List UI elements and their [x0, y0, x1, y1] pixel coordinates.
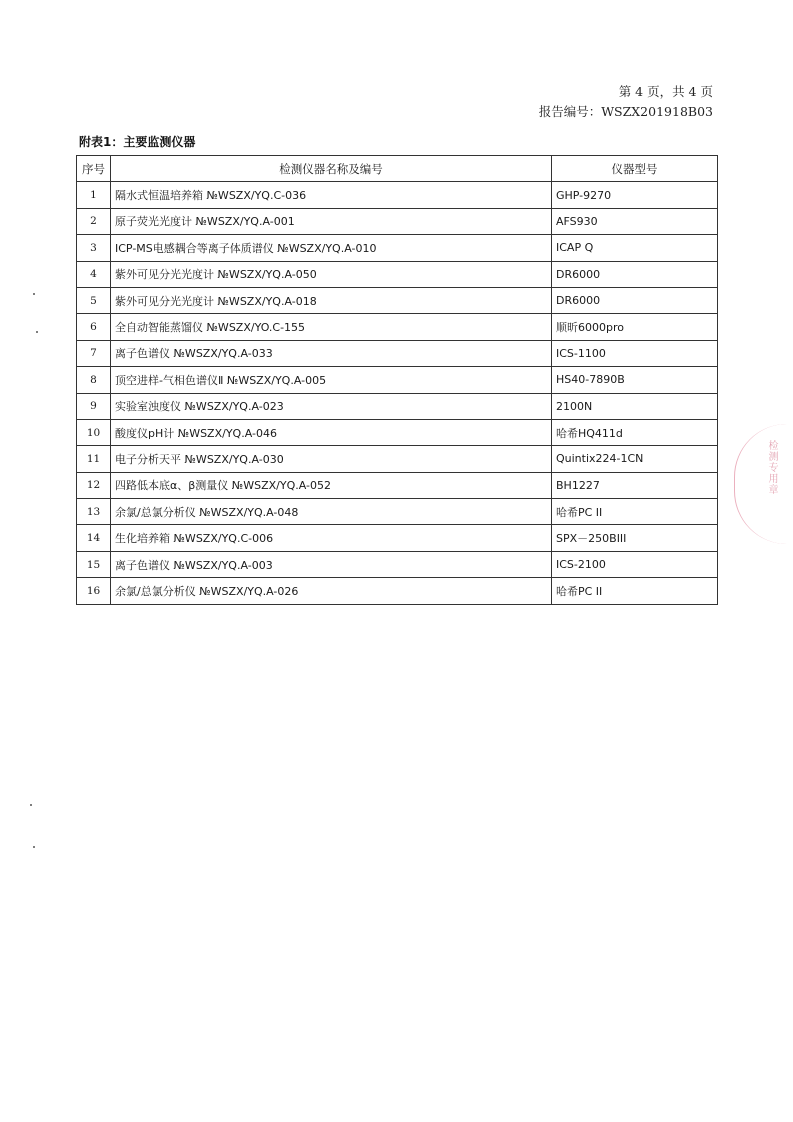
- header-instrument-name: 检测仪器名称及编号: [111, 156, 552, 182]
- cell-instrument-name: 顶空进样-气相色谱仪Ⅱ №WSZX/YQ.A-005: [111, 367, 552, 393]
- cell-instrument-name: 紫外可见分光光度计 №WSZX/YQ.A-050: [111, 261, 552, 287]
- table-body: [77, 182, 718, 604]
- cell-instrument-name: 离子色谱仪 №WSZX/YQ.A-033: [111, 340, 552, 366]
- cell-serial-no: 15: [77, 551, 111, 577]
- cell-serial-no: 1: [77, 182, 111, 208]
- cell-instrument-model: DR6000: [552, 287, 718, 313]
- scan-speck: [36, 331, 38, 333]
- scan-speck: [30, 804, 32, 806]
- cell-serial-no: 14: [77, 525, 111, 551]
- cell-instrument-model: ICS-2100: [552, 551, 718, 577]
- cell-instrument-name: 生化培养箱 №WSZX/YQ.C-006: [111, 525, 552, 551]
- cell-serial-no: 10: [77, 419, 111, 445]
- cell-instrument-name: 酸度仪pH计 №WSZX/YQ.A-046: [111, 419, 552, 445]
- table-row: [77, 235, 718, 261]
- cell-instrument-model: AFS930: [552, 208, 718, 234]
- cell-serial-no: 16: [77, 578, 111, 604]
- seal-stamp: [734, 424, 787, 544]
- cell-instrument-model: GHP-9270: [552, 182, 718, 208]
- table-row: [77, 367, 718, 393]
- table-row: [77, 287, 718, 313]
- cell-instrument-name: 隔水式恒温培养箱 №WSZX/YQ.C-036: [111, 182, 552, 208]
- cell-serial-no: 9: [77, 393, 111, 419]
- cell-instrument-model: ICAP Q: [552, 235, 718, 261]
- table-row: [77, 525, 718, 551]
- cell-serial-no: 7: [77, 340, 111, 366]
- cell-serial-no: 2: [77, 208, 111, 234]
- table-row: [77, 578, 718, 604]
- cell-instrument-model: 2100N: [552, 393, 718, 419]
- cell-instrument-name: 原子荧光光度计 №WSZX/YQ.A-001: [111, 208, 552, 234]
- table-row: [77, 261, 718, 287]
- cell-instrument-model: BH1227: [552, 472, 718, 498]
- table-header-row: [77, 156, 718, 182]
- cell-instrument-model: SPX－250BIII: [552, 525, 718, 551]
- cell-serial-no: 8: [77, 367, 111, 393]
- cell-instrument-name: 实验室浊度仪 №WSZX/YQ.A-023: [111, 393, 552, 419]
- cell-instrument-model: DR6000: [552, 261, 718, 287]
- header-instrument-model: 仪器型号: [552, 156, 718, 182]
- cell-instrument-name: 余氯/总氯分析仪 №WSZX/YQ.A-026: [111, 578, 552, 604]
- seal-stamp-text: 检测专用章: [766, 440, 777, 495]
- table-row: [77, 182, 718, 208]
- cell-serial-no: 13: [77, 499, 111, 525]
- table-row: [77, 499, 718, 525]
- table-row: [77, 446, 718, 472]
- cell-instrument-name: 全自动智能蒸馏仪 №WSZX/YO.C-155: [111, 314, 552, 340]
- cell-serial-no: 5: [77, 287, 111, 313]
- cell-instrument-name: 余氯/总氯分析仪 №WSZX/YQ.A-048: [111, 499, 552, 525]
- table-row: [77, 340, 718, 366]
- table-row: [77, 551, 718, 577]
- cell-instrument-model: 哈希HQ411d: [552, 419, 718, 445]
- table-row: [77, 393, 718, 419]
- appendix-title: 附表1：主要监测仪器: [79, 135, 196, 149]
- cell-instrument-name: 电子分析天平 №WSZX/YQ.A-030: [111, 446, 552, 472]
- cell-serial-no: 6: [77, 314, 111, 340]
- cell-serial-no: 11: [77, 446, 111, 472]
- cell-instrument-name: 紫外可见分光光度计 №WSZX/YQ.A-018: [111, 287, 552, 313]
- cell-instrument-model: 哈希PC II: [552, 499, 718, 525]
- cell-serial-no: 12: [77, 472, 111, 498]
- table-row: [77, 419, 718, 445]
- cell-instrument-model: Quintix224-1CN: [552, 446, 718, 472]
- cell-instrument-model: 哈希PC II: [552, 578, 718, 604]
- page-header-info: [539, 82, 713, 122]
- cell-instrument-name: 离子色谱仪 №WSZX/YQ.A-003: [111, 551, 552, 577]
- table-row: [77, 208, 718, 234]
- cell-instrument-model: ICS-1100: [552, 340, 718, 366]
- cell-serial-no: 4: [77, 261, 111, 287]
- cell-instrument-name: 四路低本底α、β测量仪 №WSZX/YQ.A-052: [111, 472, 552, 498]
- cell-instrument-name: ICP-MS电感耦合等离子体质谱仪 №WSZX/YQ.A-010: [111, 235, 552, 261]
- scan-speck: [33, 293, 35, 295]
- page-number: 第 4 页，共 4 页: [618, 84, 713, 99]
- instrument-table: [76, 155, 718, 605]
- report-number: 报告编号：WSZX201918B03: [538, 104, 713, 119]
- table-row: [77, 472, 718, 498]
- scan-speck: [33, 846, 35, 848]
- cell-instrument-model: HS40-7890B: [552, 367, 718, 393]
- table-row: [77, 314, 718, 340]
- cell-serial-no: 3: [77, 235, 111, 261]
- cell-instrument-model: 顺昕6000pro: [552, 314, 718, 340]
- header-serial-no: 序号: [77, 156, 111, 182]
